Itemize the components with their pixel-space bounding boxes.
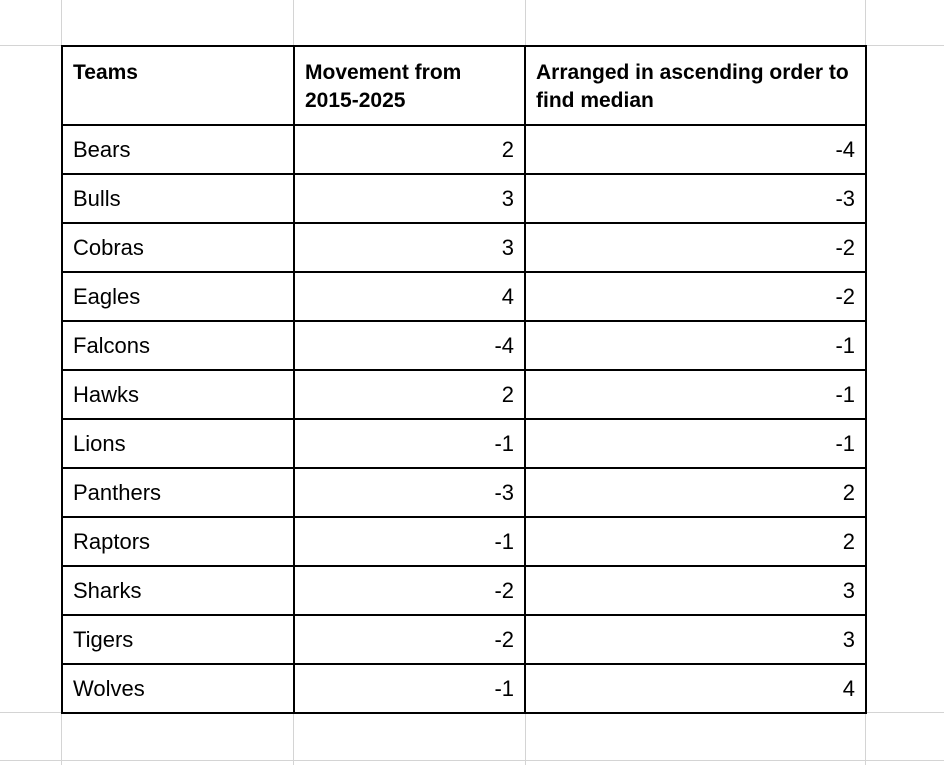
team-cell[interactable]: Panthers: [62, 468, 294, 517]
ascending-cell[interactable]: -2: [525, 223, 866, 272]
table-row: [62, 174, 866, 223]
movement-cell[interactable]: -4: [294, 321, 525, 370]
ascending-cell[interactable]: 3: [525, 615, 866, 664]
data-table: [61, 45, 867, 714]
team-cell[interactable]: Wolves: [62, 664, 294, 713]
movement-cell[interactable]: -3: [294, 468, 525, 517]
table-row: [62, 615, 866, 664]
table-row: [62, 517, 866, 566]
header-cell-teams[interactable]: Teams: [62, 46, 294, 125]
team-cell[interactable]: Cobras: [62, 223, 294, 272]
team-cell[interactable]: Bulls: [62, 174, 294, 223]
ascending-cell[interactable]: -2: [525, 272, 866, 321]
team-cell[interactable]: Tigers: [62, 615, 294, 664]
movement-cell[interactable]: 3: [294, 223, 525, 272]
movement-cell[interactable]: 2: [294, 125, 525, 174]
team-cell[interactable]: Lions: [62, 419, 294, 468]
movement-cell[interactable]: 2: [294, 370, 525, 419]
ascending-cell[interactable]: 3: [525, 566, 866, 615]
gridline: [0, 760, 944, 761]
table-row: [62, 468, 866, 517]
movement-cell[interactable]: -2: [294, 566, 525, 615]
table-row: [62, 370, 866, 419]
team-cell[interactable]: Falcons: [62, 321, 294, 370]
ascending-cell[interactable]: -1: [525, 321, 866, 370]
ascending-cell[interactable]: -1: [525, 370, 866, 419]
movement-cell[interactable]: -2: [294, 615, 525, 664]
team-cell[interactable]: Hawks: [62, 370, 294, 419]
ascending-cell[interactable]: -1: [525, 419, 866, 468]
movement-cell[interactable]: -1: [294, 664, 525, 713]
movement-cell[interactable]: 4: [294, 272, 525, 321]
table-row: [62, 125, 866, 174]
movement-cell[interactable]: 3: [294, 174, 525, 223]
ascending-cell[interactable]: 4: [525, 664, 866, 713]
ascending-cell[interactable]: 2: [525, 517, 866, 566]
movement-cell[interactable]: -1: [294, 419, 525, 468]
team-cell[interactable]: Bears: [62, 125, 294, 174]
table-row: [62, 566, 866, 615]
header-cell-ascending[interactable]: Arranged in ascending order to find median: [525, 46, 866, 125]
team-cell[interactable]: Raptors: [62, 517, 294, 566]
ascending-cell[interactable]: -4: [525, 125, 866, 174]
table-row: [62, 321, 866, 370]
ascending-cell[interactable]: -3: [525, 174, 866, 223]
header-row: [62, 46, 866, 125]
team-cell[interactable]: Sharks: [62, 566, 294, 615]
movement-cell[interactable]: -1: [294, 517, 525, 566]
team-cell[interactable]: Eagles: [62, 272, 294, 321]
table-row: [62, 272, 866, 321]
header-cell-movement[interactable]: Movement from 2015-2025: [294, 46, 525, 125]
table-row: [62, 664, 866, 713]
table-row: [62, 419, 866, 468]
table-row: [62, 223, 866, 272]
ascending-cell[interactable]: 2: [525, 468, 866, 517]
